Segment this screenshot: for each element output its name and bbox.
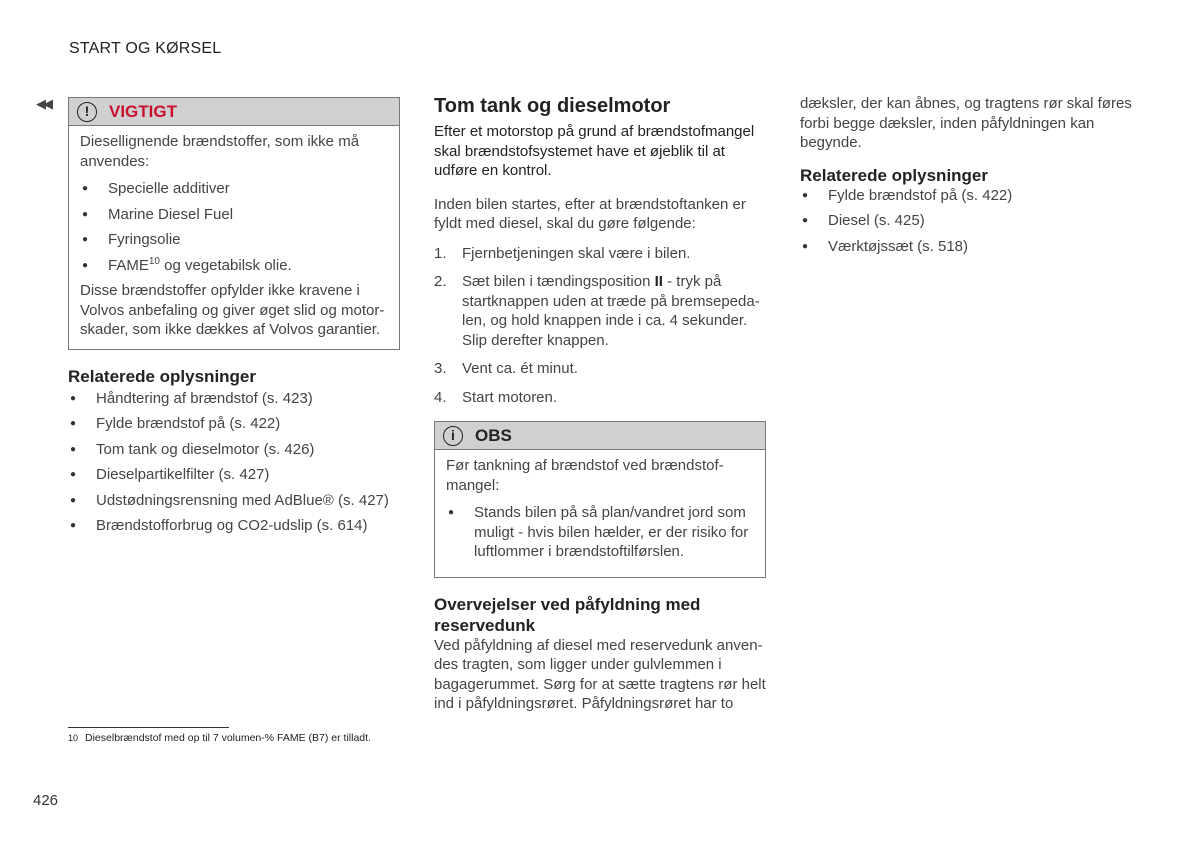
- important-box: [68, 97, 400, 350]
- related-list: [800, 186, 1140, 257]
- important-intro: Diesellignende brændstoffer, som ikke må anvendes:: [80, 133, 360, 170]
- info-circle-icon: i: [443, 426, 463, 446]
- list-item: ● Stands bilen på så plan/vandret jord som muligt - hvis bilen hælder, er der risiko for luftlommer i brændstoftilførslen.: [446, 503, 754, 562]
- list-item: ● Fyringsolie: [80, 230, 388, 250]
- related-link[interactable]: ● Værktøjssæt (s. 518): [800, 237, 1140, 257]
- column-middle: [434, 94, 766, 724]
- fame-text: FAME: [108, 256, 149, 274]
- note-box-header: [435, 422, 765, 450]
- article-heading: Tom tank og dieselmotor: [434, 95, 671, 117]
- note-intro: Før tankning af brændstof ved brændstofmangel:: [446, 457, 724, 494]
- related-link[interactable]: ● Udstødningsrensning med AdBlue® (s. 427): [68, 491, 400, 511]
- footnote: [68, 732, 371, 744]
- section-header: START OG KØRSEL: [69, 40, 222, 57]
- article-lead: Efter et motorstop på grund af brændstofmangel skal brændstofsystemet have et øjeblik til at udføre en kontrol.: [434, 123, 755, 179]
- footnote-divider: [68, 727, 229, 728]
- reserve-can-body: Ved påfyldning af diesel med reservedunk anvendes tragten, som ligger under gulvlemmen i bagagerummet. Sørg for at sætte tragtens rør helt ind i påfyldningsrøret. Påfyldningsrøret har to: [434, 636, 766, 712]
- footnote-number: 10: [68, 733, 79, 743]
- note-title: OBS: [475, 425, 512, 445]
- related-heading: Relaterede oplysninger: [68, 366, 257, 386]
- list-item: ● Specielle additiver: [80, 179, 388, 199]
- step-item: 4. Start motoren.: [434, 388, 558, 406]
- related-link[interactable]: ● Fylde brændstof på (s. 422): [68, 414, 400, 434]
- related-heading: Relaterede oplysninger: [800, 165, 989, 185]
- related-info-left: [68, 366, 400, 536]
- continuation-text: dæksler, der kan åbnes, og tragtens rør skal føres forbi begge dæksler, inden påfyldningen kan begynde.: [800, 95, 1132, 151]
- continuation-arrow-icon: ◀◀: [36, 96, 50, 111]
- related-link[interactable]: ● Dieselpartikelfilter (s. 427): [68, 465, 400, 485]
- important-box-body: [69, 126, 399, 349]
- steps-list: [434, 244, 766, 408]
- important-title: VIGTIGT: [109, 101, 177, 121]
- column-right: [800, 94, 1140, 262]
- list-item-fame: [80, 256, 388, 276]
- step-item: 1. Fjernbetjeningen skal være i bilen.: [434, 244, 691, 262]
- footnote-ref[interactable]: 10: [148, 255, 160, 267]
- related-list: [68, 389, 400, 536]
- related-link[interactable]: ● Håndtering af brændstof (s. 423): [68, 389, 400, 409]
- step-item: 3. Vent ca. ét minut.: [434, 360, 578, 377]
- important-box-header: [69, 98, 399, 126]
- forbidden-fuels-list: [80, 179, 388, 275]
- column-left: [68, 97, 400, 542]
- list-item: ● Marine Diesel Fuel: [80, 205, 388, 225]
- step-item: 2. Sæt bilen i tændingsposition II - tryk på startknappen uden at træde på bremsepedalen, og hold knappen inde i ca. 4 sekunder. Slip derefter knappen.: [434, 273, 760, 349]
- subheading-reserve-can: Overvejelser ved påfyldning med reservedunk: [434, 594, 701, 635]
- related-link[interactable]: ● Diesel (s. 425): [800, 211, 1140, 231]
- exclamation-circle-icon: !: [77, 102, 97, 122]
- note-box-body: [435, 450, 765, 577]
- related-link[interactable]: ● Fylde brændstof på (s. 422): [800, 186, 1140, 206]
- related-info-right: [800, 165, 1140, 257]
- article-intro: Inden bilen startes, efter at brændstoftanken er fyldt med diesel, skal du gøre følgende:: [434, 195, 746, 232]
- fame-text-suffix: og vegetabilsk olie.: [159, 256, 292, 274]
- footnote-text: Dieselbrændstof med op til 7 volumen-% FAME (B7) er tilladt.: [85, 732, 371, 744]
- important-outro: Disse brændstoffer opfylder ikke kravene i Volvos anbefaling og giver øget slid og motorskader, som ikke dækkes af Volvos garantier.: [80, 282, 385, 338]
- page-number: 426: [33, 792, 59, 809]
- related-link[interactable]: ● Brændstofforbrug og CO2-udslip (s. 614): [68, 516, 400, 536]
- related-link[interactable]: ● Tom tank og dieselmotor (s. 426): [68, 440, 400, 460]
- ignition-position: II: [654, 273, 663, 290]
- note-box: [434, 421, 766, 578]
- note-list: [446, 503, 754, 562]
